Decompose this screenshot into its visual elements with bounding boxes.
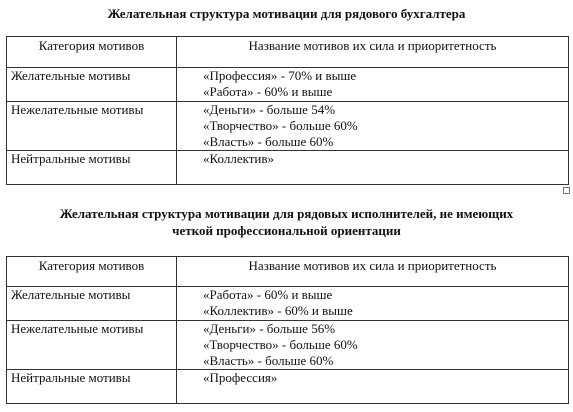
row-values — [177, 321, 569, 370]
table-row — [7, 102, 569, 151]
motive-value: «Коллектив» - 60% и выше — [203, 303, 353, 318]
table-row — [7, 151, 569, 185]
table-header-row — [7, 37, 569, 68]
table-row — [7, 370, 569, 404]
table2-title-line: четкой профессиональной ориентации — [172, 223, 401, 238]
row-values — [177, 370, 569, 404]
row-category: Желательные мотивы — [7, 287, 177, 321]
header-category: Категория мотивов — [7, 37, 177, 68]
motive-value: «Творчество» - больше 60% — [203, 118, 358, 133]
row-category: Нежелательные мотивы — [7, 321, 177, 370]
row-values — [177, 151, 569, 185]
header-category: Категория мотивов — [7, 257, 177, 287]
table-row — [7, 287, 569, 321]
table1-title: Желательная структура мотивации для рядового бухгалтера — [107, 6, 466, 21]
table-row — [7, 68, 569, 102]
header-motives: Название мотивов их сила и приоритетность — [177, 37, 569, 68]
table-header-row — [7, 257, 569, 287]
motive-value: «Профессия» — [203, 370, 278, 385]
table-resize-handle[interactable] — [563, 187, 570, 194]
motive-value: «Работа» - 60% и выше — [203, 84, 333, 99]
row-category: Нейтральные мотивы — [7, 370, 177, 404]
row-category: Нейтральные мотивы — [7, 151, 177, 185]
motive-value: «Творчество» - больше 60% — [203, 337, 358, 352]
row-category: Желательные мотивы — [7, 68, 177, 102]
table2-title — [0, 205, 573, 239]
row-category: Нежелательные мотивы — [7, 102, 177, 151]
table-row — [7, 321, 569, 370]
motivation-table-executors — [6, 256, 569, 404]
motive-value: «Власть» - больше 60% — [203, 134, 334, 149]
header-motives: Название мотивов их сила и приоритетность — [177, 257, 569, 287]
motive-value: «Профессия» - 70% и выше — [203, 68, 357, 83]
motivation-table-accountant — [6, 36, 569, 185]
motive-value: «Власть» - больше 60% — [203, 353, 334, 368]
motive-value: «Работа» - 60% и выше — [203, 287, 333, 302]
row-values — [177, 68, 569, 102]
row-values — [177, 287, 569, 321]
motive-value: «Деньги» - больше 56% — [203, 321, 336, 336]
motive-value: «Коллектив» — [203, 151, 275, 166]
table2-title-line: Желательная структура мотивации для рядовых исполнителей, не имеющих — [59, 206, 514, 221]
motive-value: «Деньги» - больше 54% — [203, 102, 336, 117]
row-values — [177, 102, 569, 151]
